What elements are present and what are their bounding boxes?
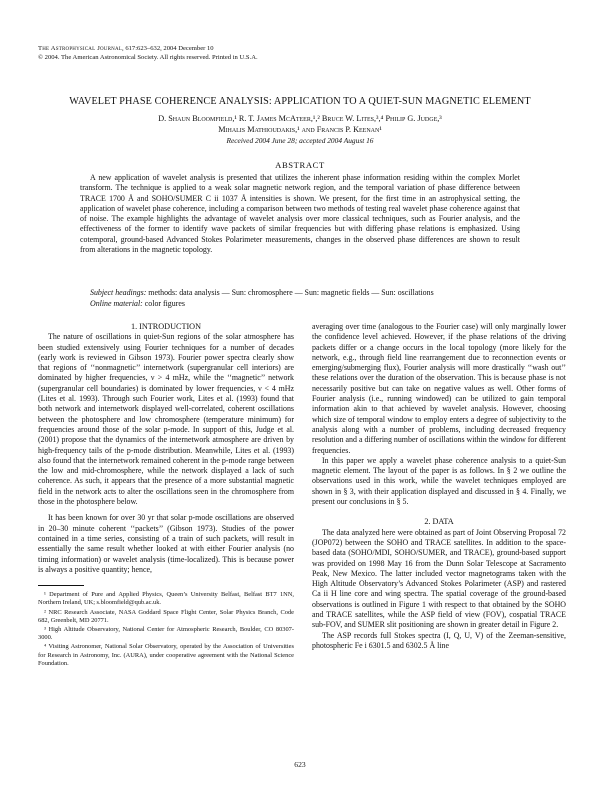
footnote-4: ⁴ Visiting Astronomer, National Solar Observatory, operated by the Association of Universities for Research in Astronomy, Inc. (AURA), under cooperative agreement with the National Science Foundation. <box>38 643 294 667</box>
abstract-text: A new application of wavelet analysis is presented that utilizes the inherent phase information residing within the complex Morlet transform. The technique is applied to a weak solar magnetic network region, and the temporal variation of phase difference between TRACE 1700 Å and SOHO/SUMER C ii 1037 Å intensities is shown. We present, for the first time in an astrophysical setting, the application of wavelet phase coherence, including a comparison between two methods of testing real wavelet phase coherence against that of noise. The example highlights the advantage of wavelet analysis over more classical techniques, such as Fourier analysis, and the effectiveness of the former to identify wave packets of similar frequencies but with differing phase relations is emphasized. Using cotemporal, ground-based Advanced Stokes Polarimeter measurements, changes in the observed phase differences are shown to result from alterations in the magnetic topology. <box>80 173 520 255</box>
authors-line-1: D. Shaun Bloomfield,¹ R. T. James McAteer,¹,² Bruce W. Lites,³,⁴ Philip G. Judge,³ <box>158 114 442 123</box>
paper-title: WAVELET PHASE COHERENCE ANALYSIS: APPLICATION TO A QUIET-SUN MAGNETIC ELEMENT <box>69 96 531 107</box>
footnote-1: ¹ Department of Pure and Applied Physics, Queen’s University Belfast, Belfast BT7 1NN, Northern Ireland, UK; s.bloomfield@qub.ac.uk. <box>38 591 294 607</box>
page-number: 623 <box>294 760 306 769</box>
authors <box>20 113 580 135</box>
section-heading-introduction: 1. INTRODUCTION <box>130 322 202 331</box>
data-paragraph-1: The data analyzed here were obtained as part of Joint Observing Proposal 72 (JOP072) between the SOHO and TRACE satellites. In addition to the space-based data (SOHO/MDI, SOHO/SUMER, and TRACE), ground-based support was provided on 1998 May 16 from the Dunn Solar Telescope at Sacramento Peak, New Mexico. The latter included vector magnetograms taken with the High Altitude Observatory’s Advanced Stokes Polarimeter (ASP) and rastered Ca ii H line core and wing spectra. The spatial coverage of the ground-based observations is outlined in Figure 1 with respect to that obtained by the SOHO and TRACE satellites, while the ASP field of view (FOV), cospatial TRACE sub-FOV, and SUMER slit positioning are shown in greater detail in Figure 2. <box>312 527 566 630</box>
footnote-rule <box>38 585 84 586</box>
footnote-3: ³ High Altitude Observatory, National Center for Atmospheric Research, Boulder, CO 80307-3000. <box>38 625 294 642</box>
masthead <box>38 44 258 62</box>
subject-headings <box>80 288 520 298</box>
received-dates: Received 2004 June 28; accepted 2004 August 16 <box>226 136 374 145</box>
footnotes <box>38 591 294 668</box>
subject-headings-label: Subject headings: <box>90 288 147 297</box>
intro-paragraph-1: The nature of oscillations in quiet-Sun regions of the solar atmosphere has been studied extensively using Fourier techniques for a number of decades (early work is reviewed in Gibson 1973). Fourier power spectra clearly show that regions of ‘‘nonmagnetic’’ internetwork (supergranular cell interiors) are dominated by higher frequencies, ν > 4 mHz, while the ‘‘magnetic’’ network (supergranular cell boundaries) is dominated by lower frequencies, ν < 4 mHz (Lites et al. 1993). Through such Fourier work, Lites et al. (1993) found that both network and internetwork displayed well-correlated, coherent oscillations between the photosphere and low chromosphere (temperature minimum) for frequencies around those of the solar p-mode. In support of this, Judge et al. (2001) propose that the dynamics of the internetwork atmosphere are driven by high-frequency tails of the p-mode distribution. Meanwhile, Lites et al. (1993) also found that the internetwork remained coherent in the p-mode range between the low and mid-chromosphere, while the network displayed a lack of such coherence. As such, it appears that the presence of a more substantial magnetic field in the network acts to alter the oscillations seen in the chromosphere from those in the photosphere below. <box>38 332 294 507</box>
intro-paragraph-2: It has been known for over 30 yr that solar p-mode oscillations are observed in 20–30 minute coherent ‘‘packets’’ (Gibson 1973). Studies of the power contained in a time series, consisting of a train of such packets, will result in essentially the same result whether looked at with either Fourier analysis (no timing information) or wavelet analysis (time-localized). This is because power is always a positive quantity; hence, <box>38 513 294 574</box>
abstract-heading: ABSTRACT <box>275 160 325 170</box>
online-material-text: color figures <box>142 299 185 308</box>
right-column <box>312 322 566 651</box>
left-column <box>38 322 294 669</box>
online-material-label: Online material: <box>90 299 143 308</box>
journal-name: The Astrophysical Journal <box>38 45 123 52</box>
footnote-2: ² NRC Research Associate, NASA Goddard Space Flight Center, Solar Physics Branch, Code 682, Greenbelt, MD 20771. <box>38 608 294 624</box>
authors-line-2: Mihalis Mathioudakis,¹ and Francis P. Keenan¹ <box>218 125 382 134</box>
copyright: © 2004. The American Astronomical Society. All rights reserved. Printed in U.S.A. <box>38 54 258 61</box>
intro-paragraph-3: In this paper we apply a wavelet phase coherence analysis to a quiet-Sun magnetic element. The layout of the paper is as follows. In § 2 we outline the observations used in this work, while the wavelet techniques employed are shown in § 3, with their application displayed and discussed in § 4. Finally, we present our conclusions in § 5. <box>312 455 566 507</box>
section-heading-data: 2. DATA <box>424 517 454 527</box>
citation: , 617:623–632, 2004 December 10 <box>122 45 214 52</box>
journal-citation <box>38 44 258 53</box>
data-paragraph-2: The ASP records full Stokes spectra (I, Q, U, V) of the Zeeman-sensitive, photospheric Fe i 6301.5 and 6302.5 Å line <box>312 630 566 650</box>
intro-paragraph-2-continued: averaging over time (analogous to the Fourier case) will only marginally lower the confidence level achieved. However, if the phase relations of the driving packets differ or a change occurs in the local topology (more likely for the network, e.g., through field line rearrangement due to reconnection events or emerging/submerging flux), Fourier analysis will more drastically ‘‘wash out’’ these relations over the duration of the observation. This is because phase is not necessarily positive but can take on negative values as well. Other forms of Fourier analysis (i.e., running windowed) can be utilized to gain temporal information akin to that achieved by wavelet analysis. However, choosing which size of temporal window to employ enters a degree of subjectivity to the analysis along with a number of problems, including decreased frequency resolution and a differing number of oscillations within the window for different frequencies. <box>312 322 566 455</box>
online-material <box>80 299 520 309</box>
subject-headings-text: methods: data analysis — Sun: chromosphere — Sun: magnetic fields — Sun: oscillations <box>146 288 434 297</box>
